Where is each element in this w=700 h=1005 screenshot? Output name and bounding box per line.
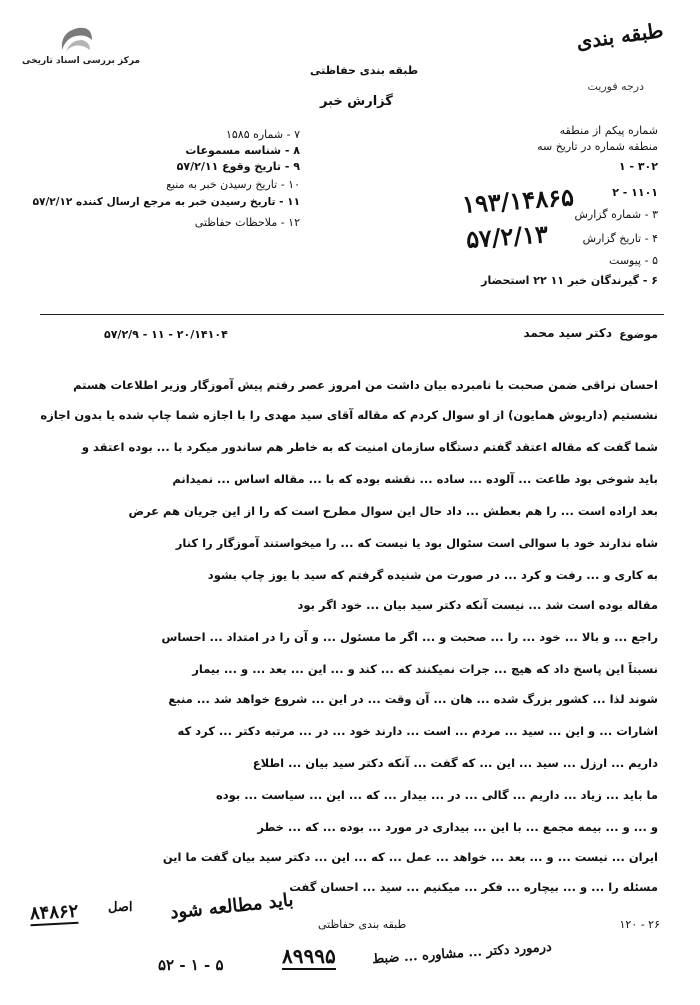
body-line: اشارات ... و این ... سید ... مردم ... است ... دارند خود ... در ... مرتبه دکتر ... کرد که <box>177 724 658 738</box>
subject-label: موضوع <box>619 328 658 341</box>
meta-right-line: ۲ - ۱۱۰۱ <box>612 186 658 199</box>
logo-icon <box>56 24 96 58</box>
body-line: ایران ... نیست ... و ... بعد ... خواهد ... عمل ... که ... این ... دکتر سید بیان گفت ما این <box>162 850 658 864</box>
body-line: مسئله را ... و ... بیچاره ... فکر ... میکنیم ... سید ... احسان گفت <box>289 880 658 894</box>
meta-left-line: ۱۱ - تاریخ رسیدن خبر به مرجع ارسال کننده ۵۷/۲/۱۲ <box>32 196 300 208</box>
body-line: شما گفت که مقاله اعتقد گفتم دستگاه سازمان امنیت که به خاطر هم ساندور میکرد با ... بوده اعتقد و <box>81 440 658 454</box>
subject-value: دکتر سید محمد <box>523 326 612 340</box>
meta-right-line: ۳ - شماره گزارش <box>574 208 658 221</box>
meta-right-line: منطقه شماره در تاریخ سه <box>537 140 658 153</box>
handwritten-number: ۱۹۳/۱۴۸۶۵ <box>461 182 575 219</box>
top-right-stamp: طبقه بندی <box>575 18 666 54</box>
logo-caption: مرکز بررسی اسناد تاریخی <box>22 56 141 66</box>
meta-left-line: ۷ - شماره ۱۵۸۵ <box>225 128 300 141</box>
report-title: گزارش خبر <box>320 94 393 109</box>
meta-left-line: ۸ - شناسه مسموعات <box>185 144 300 157</box>
body-line: مقاله بوده است شد ... نیست آنکه دکتر سید بیان ... خود اگر بود <box>297 598 658 612</box>
body-line: شاه ندارند خود با سوالی است سئوال بود یا نیست که ... را میخواستند آموزگار را کنار <box>175 536 658 550</box>
body-line: ما باید ... زیاد ... داریم ... گالی ... در ... بیدار ... که ... این ... سیاست ... بوده <box>215 788 658 802</box>
meta-right-line: ۶ - گیرندگان خبر ۱۱ ۲۲ استحضار <box>481 274 658 287</box>
handwritten-signature-note: باید مطالعه شود <box>169 889 295 924</box>
body-line: شوند لذا ... کشور بزرگ شده ... هان ... آن وقت ... در این ... شروع خواهد شد ... منبع <box>168 692 658 706</box>
meta-right-line: ۱ - ۳۰۲ <box>618 160 658 173</box>
header-divider <box>40 314 664 315</box>
meta-left-line: ۱۰ - تاریخ رسیدن خبر به منبع <box>166 178 300 191</box>
body-line: احسان نراقی ضمن صحبت با نامبرده بیان داشت من امروز عصر رفتم پیش آموزگار وزیر اطلاعات هستم <box>73 378 658 392</box>
meta-right-line: ۵ - پیوست <box>609 254 658 267</box>
subject-ref-number: ۵۷/۲/۹ - ۱۱ - ۲۰/۱۴۱۰۴ <box>104 328 228 341</box>
body-line: باید شوخی بود طاعت ... آلوده ... ساده ... نقشه بوده که با ... مقاله اساس ... نمیدانم <box>172 472 658 486</box>
body-line: داریم ... ارزل ... سید ... این ... که گفت ... آنکه دکتر سید بیان ... اطلاع <box>252 756 658 770</box>
urgency-label: درجه فوریت <box>587 80 644 93</box>
footer-classification-label: طبقه بندی حفاظتی <box>318 918 407 931</box>
left-stamp-number: ۸۴۸۶۲ <box>29 900 79 925</box>
classification-label: طبقه بندی حفاظتی <box>310 64 419 77</box>
left-stamp-prefix: اصل <box>108 900 133 915</box>
archive-number: ۸۹۹۹۵ <box>282 944 336 968</box>
page-code: ۱۲۰ - ۲۶ <box>619 918 660 931</box>
body-line: و ... و ... بیمه مجمع ... با این ... بیداری در مورد ... بوده ... که ... خطر <box>257 820 658 834</box>
meta-left-line: ۱۲ - ملاحظات حفاظتی <box>194 216 300 229</box>
body-line: بعد اراده است ... را هم بعطش ... داد حال این سوال مطرح است که را از این جریان هم عرض <box>128 504 658 518</box>
body-line: نشستیم (داریوش همایون) از او سوال کردم که مقاله آقای سید مهدی را با اجازه شما چاپ شده یا بدون اجازه <box>40 408 658 422</box>
body-line: راجع ... و بالا ... خود ... را ... صحبت و ... اگر ما مسئول ... و آن را در امتداد ... احساس <box>161 630 658 644</box>
body-line: به کاری و ... رفت و کرد ... در صورت من شنیده گرفتم که سید با یوز چاپ بشود <box>207 568 658 582</box>
body-line: نسبتاً این پاسخ داد که هیچ ... جرات نمیکنند که ... کند و ... این ... بعد ... و ... بیمار <box>192 662 658 676</box>
bottom-note: درمورد دکتر ... مشاوره ... ضبط <box>371 939 553 968</box>
archive-date: ۵۲ - ۱ - ۵ <box>158 956 224 974</box>
meta-right-line: ۴ - تاریخ گزارش <box>582 232 658 245</box>
handwritten-date: ۵۷/۲/۱۳ <box>465 219 549 254</box>
meta-left-line: ۹ - تاریخ وقوع ۵۷/۲/۱۱ <box>176 160 300 173</box>
meta-right-line: شماره پیکم از منطقه <box>559 124 658 137</box>
